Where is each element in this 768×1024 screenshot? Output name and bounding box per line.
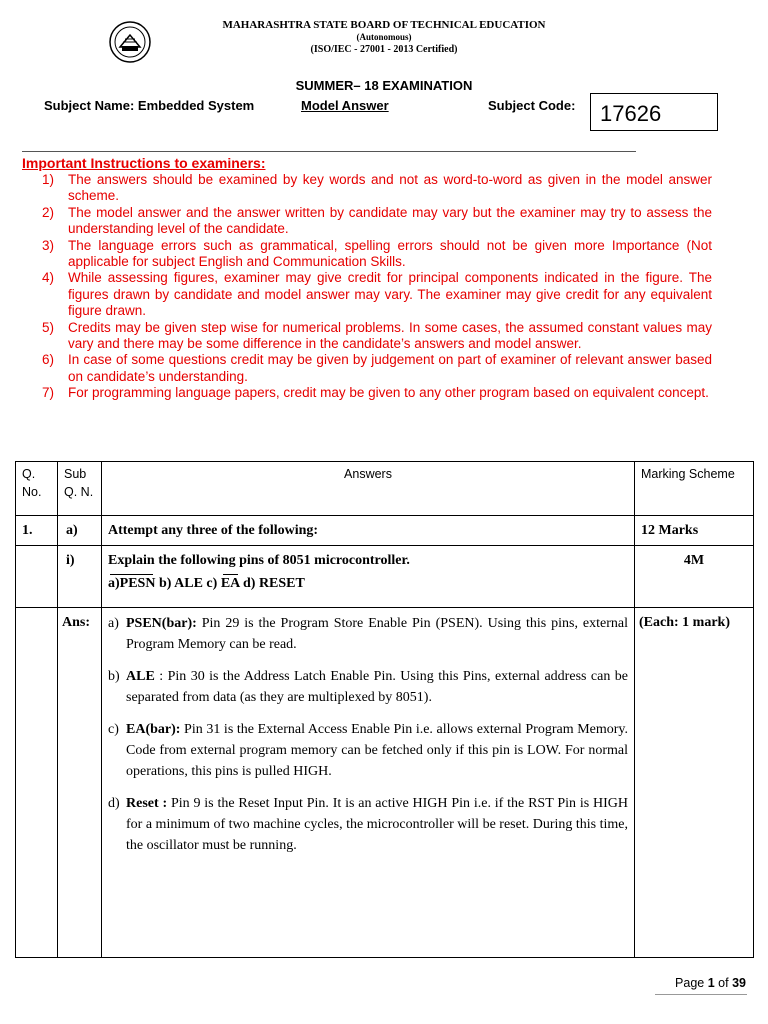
answer-text: Pin 29 is the Program Store Enable Pin (PSEN). Using this pins, external Program Memory can be read. [126, 616, 628, 652]
answer-item [102, 793, 628, 856]
instruction-text: For programming language papers, credit may be given to any other program based on equivalent concept. [68, 385, 709, 401]
answer-letter: b) [108, 669, 120, 684]
answer-label: Ans: [58, 608, 102, 958]
question-text: Explain the following pins of 8051 microcontroller. [108, 553, 410, 568]
page-number: 1 [707, 976, 715, 990]
exam-title: SUMMER– 18 EXAMINATION [295, 78, 473, 93]
answer-letter: a) [108, 616, 119, 631]
table-row [16, 516, 754, 546]
header-answers: Answers [102, 462, 635, 516]
answer-term: ALE [126, 669, 155, 684]
instruction-text: While assessing figures, examiner may give credit for principal components indicated in the figure. The figures drawn by candidate and model answer may vary. The examiner may give credit for any equivalent figure drawn. [68, 270, 712, 319]
answer-term: PSEN(bar): [126, 616, 197, 631]
table-header-row [16, 462, 754, 516]
answer-term: EA(bar): [126, 722, 181, 737]
autonomous-label: (Autonomous) [356, 32, 412, 42]
question-marks: 12 Marks [635, 516, 754, 546]
question-text: Attempt any three of the following: [102, 516, 635, 546]
header-divider [22, 151, 636, 152]
pin-b: b) ALE [158, 576, 203, 591]
instruction-item [22, 205, 712, 238]
instruction-item [22, 320, 712, 353]
answer-table [15, 461, 754, 958]
table-row [16, 608, 754, 958]
subject-name: Subject Name: Embedded System [44, 98, 255, 113]
subject-code-box: 17626 [590, 93, 718, 131]
instruction-number: 5) [42, 319, 55, 335]
subject-code-label: Subject Code: [488, 98, 576, 113]
instruction-item [22, 238, 712, 271]
answer-marks: (Each: 1 mark) [635, 608, 754, 958]
empty-cell [16, 546, 58, 608]
answer-text: Pin 31 is the External Access Enable Pin i.e. allows external Program Memory. Code from external program memory can be fetched only if this pin is LOW. For normal operations, this pins is pulled HIGH. [126, 722, 628, 779]
answer-text: : Pin 30 is the Address Latch Enable Pin. Using this Pins, external address can be separated from data (as they are multiplexed by 8051). [126, 669, 628, 705]
empty-cell [16, 608, 58, 958]
answer-text: Pin 9 is the Reset Input Pin. It is an active HIGH Pin i.e. if the RST Pin is HIGH for a minimum of two machine cycles, the microcontroller will be reset. During this time, the oscillator must be running. [126, 796, 628, 853]
instructions-title: Important Instructions to examiners: [22, 155, 266, 171]
instruction-text: In case of some questions credit may be given by judgement on part of examiner of relevant answer based on candidate’s understanding. [68, 352, 712, 384]
instruction-item [22, 172, 712, 205]
header-qno: Q. No. [16, 462, 58, 516]
sub-question: a) [58, 516, 102, 546]
table-row [16, 546, 754, 608]
answer-letter: c) [108, 722, 119, 737]
instruction-text: The answers should be examined by key words and not as word-to-word as given in the model answer scheme. [68, 172, 712, 204]
answer-term: Reset : [126, 796, 168, 811]
instruction-text: Credits may be given step wise for numerical problems. In some cases, the assumed constant values may vary and there may be some difference in the candidate’s answers and model answer. [68, 319, 712, 352]
header-subqn: Sub Q. N. [58, 462, 102, 516]
instruction-item [22, 385, 712, 401]
instruction-number: 1) [42, 172, 55, 187]
model-answer-label: Model Answer [301, 98, 389, 113]
of-word: of [718, 976, 729, 990]
page-word: Page [675, 976, 705, 990]
footer-divider [655, 994, 747, 995]
instruction-number: 6) [42, 352, 55, 368]
answer-letter: d) [108, 796, 120, 811]
pin-c-prefix: c) [206, 576, 218, 591]
instructions-list [22, 172, 712, 402]
page-footer [675, 976, 746, 990]
instruction-number: 4) [42, 270, 55, 286]
instruction-item [22, 270, 712, 319]
header-marking: Marking Scheme [635, 462, 754, 516]
page-total: 39 [732, 976, 746, 990]
board-name: MAHARASHTRA STATE BOARD OF TECHNICAL EDUCATION [222, 19, 546, 31]
instruction-text: The model answer and the answer written by candidate may vary but the examiner may try to assess the understanding level of the candidate. [68, 204, 712, 237]
instruction-item [22, 352, 712, 385]
answer-item [102, 666, 628, 708]
sub-question: i) [58, 546, 102, 608]
certification-label: (ISO/IEC - 27001 - 2013 Certified) [310, 44, 458, 55]
pin-a: a)PESN [108, 576, 156, 591]
instruction-number: 2) [42, 204, 55, 220]
question-number: 1. [16, 516, 58, 546]
answer-item [102, 613, 628, 655]
instruction-number: 3) [42, 237, 55, 253]
pins-line [108, 576, 628, 602]
question-marks: 4M [635, 546, 754, 608]
instruction-number: 7) [42, 385, 55, 401]
answer-item [102, 719, 628, 782]
board-logo [108, 20, 152, 64]
pin-d: d) RESET [243, 576, 305, 591]
instruction-text: The language errors such as grammatical, spelling errors should not be given more Importance (Not applicable for subject English and Communication Skills. [68, 237, 712, 270]
pin-c: EA [220, 576, 240, 591]
